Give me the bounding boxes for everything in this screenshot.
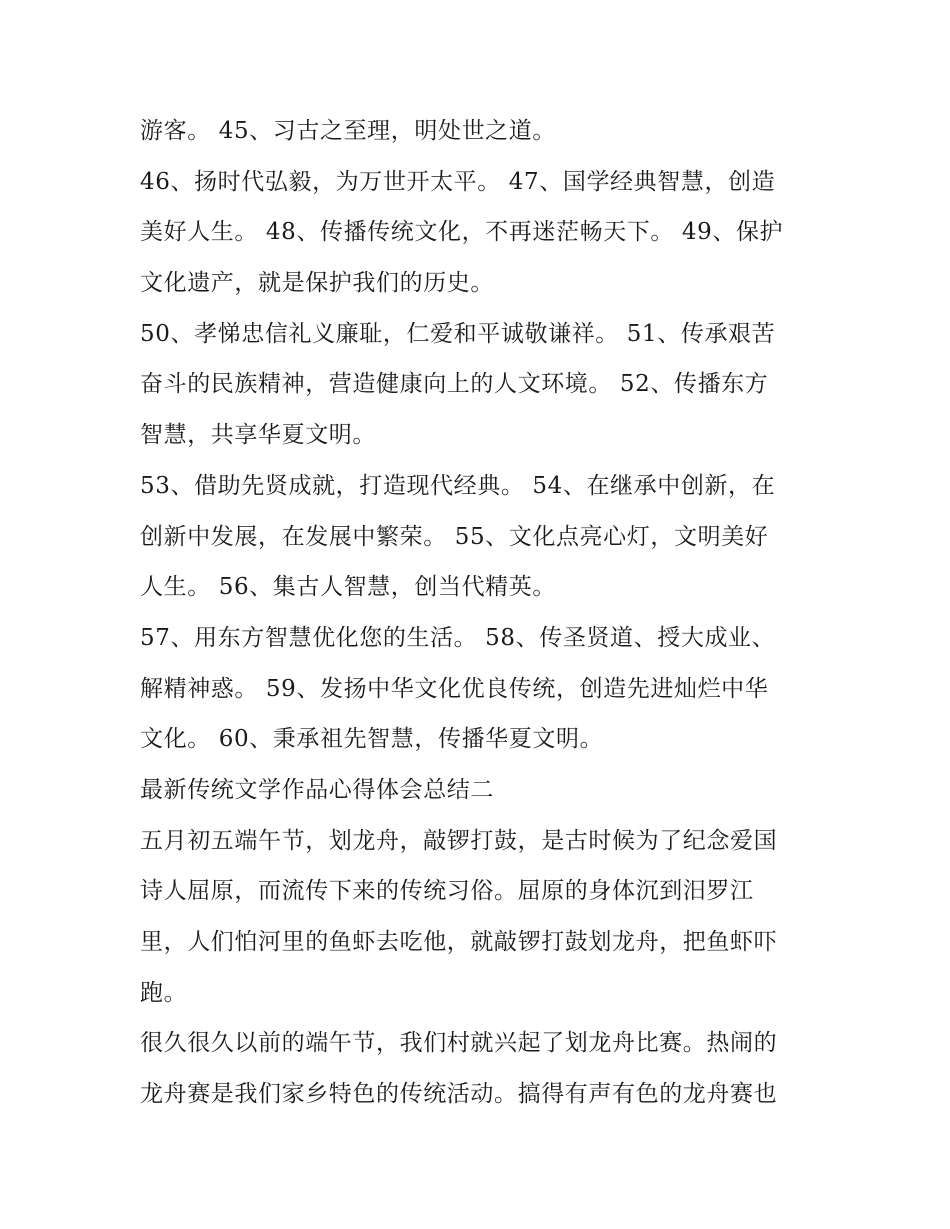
text-line: 美好人生。 48、传播传统文化，不再迷茫畅天下。 49、保护: [140, 219, 784, 246]
paragraph-slogans-46-49: [140, 157, 820, 309]
paragraph-slogans-57-60: [140, 613, 820, 765]
text-line: 智慧，共享华夏文明。: [140, 422, 376, 449]
document-body: [140, 106, 820, 1120]
text-line: 很久很久以前的端午节，我们村就兴起了划龙舟比赛。热闹的: [140, 1030, 778, 1057]
text-line: 跑。: [140, 979, 188, 1006]
text-line: 里，人们怕河里的鱼虾去吃他，就敲锣打鼓划龙舟，把鱼虾吓: [140, 929, 778, 955]
paragraph-slogans-45: [140, 106, 820, 157]
text-line: 人生。 56、集古人智慧，创当代精英。: [140, 574, 556, 601]
text-line: 46、扬时代弘毅，为万世开太平。 47、国学经典智慧，创造: [140, 168, 776, 195]
text-line: 53、借助先贤成就，打造现代经典。 54、在继承中创新，在: [140, 472, 776, 499]
text-line: 文化。 60、秉承祖先智慧，传播华夏文明。: [140, 726, 604, 753]
text-line: 创新中发展，在发展中繁荣。 55、文化点亮心灯，文明美好: [140, 523, 769, 550]
text-line: 解精神惑。 59、发扬中华文化优良传统，创造先进灿烂中华: [140, 675, 769, 702]
paragraph-dragon-boat-origin: [140, 816, 820, 1019]
text-line: 诗人屈原，而流传下来的传统习俗。屈原的身体沉到汨罗江: [140, 878, 754, 905]
heading-line: 最新传统文学作品心得体会总结二: [140, 776, 494, 803]
text-line: 五月初五端午节，划龙舟，敲锣打鼓，是古时候为了纪念爱国: [140, 827, 778, 854]
paragraph-dragon-boat-race: [140, 1018, 820, 1119]
text-line: 文化遗产，就是保护我们的历史。: [140, 270, 494, 297]
paragraph-slogans-53-56: [140, 461, 820, 613]
text-line: 57、用东方智慧优化您的生活。 58、传圣贤道、授大成业、: [140, 624, 776, 651]
text-line: 奋斗的民族精神，营造健康向上的人文环境。 52、传播东方: [140, 371, 769, 398]
paragraph-slogans-50-52: [140, 309, 820, 461]
text-line: 游客。 45、习古之至理，明处世之道。: [140, 118, 556, 144]
text-line: 龙舟赛是我们家乡特色的传统活动。搞得有声有色的龙舟赛也: [140, 1081, 778, 1108]
text-line: 50、孝悌忠信礼义廉耻，仁爱和平诚敬谦祥。 51、传承艰苦: [140, 320, 776, 347]
section-heading: [140, 765, 820, 816]
